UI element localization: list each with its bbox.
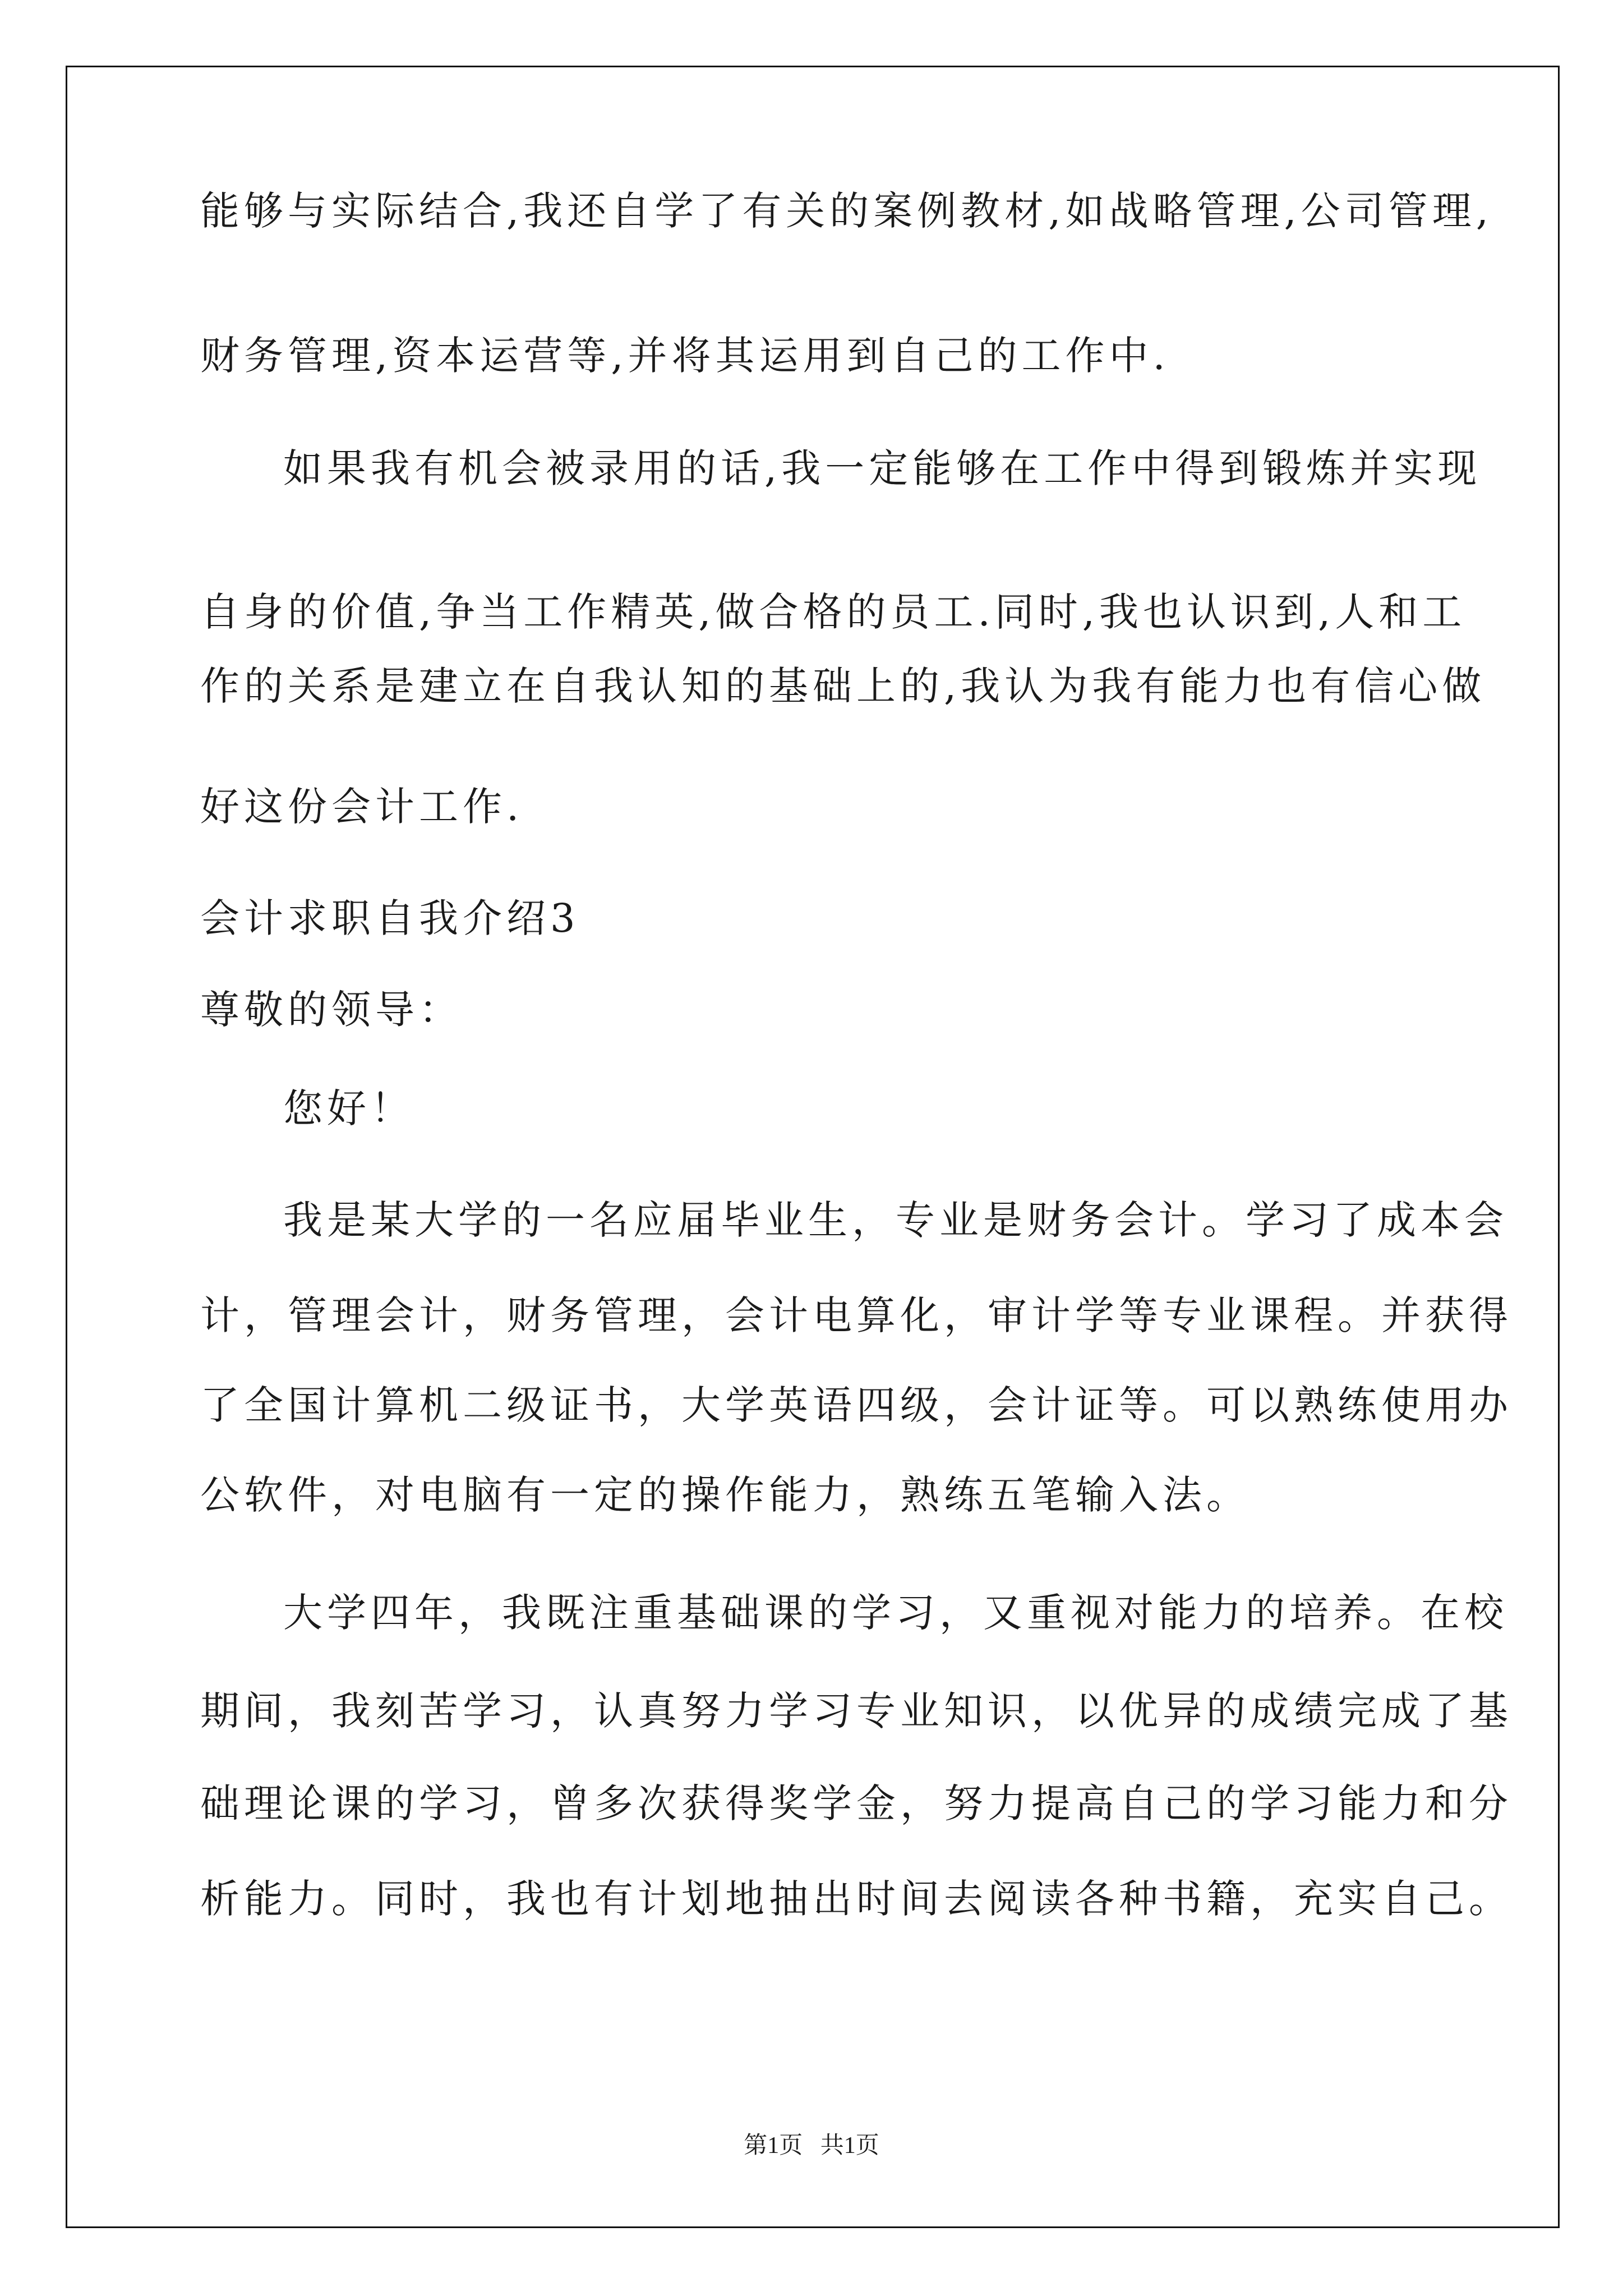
paragraph-line: 我是某大学的一名应届毕业生，专业是财务会计。学习了成本会: [283, 1197, 1508, 1243]
paragraph-line: 期间，我刻苦学习，认真努力学习专业知识，以优异的成绩完成了基: [200, 1688, 1513, 1734]
page-footer: 第1页 共1页: [744, 2133, 879, 2159]
paragraph-line: 好这份会计工作.: [200, 784, 524, 830]
paragraph-line: 作的关系是建立在自我认知的基础上的,我认为我有能力也有信心做: [200, 663, 1486, 709]
paragraph-line: 析能力。同时，我也有计划地抽出时间去阅读各种书籍，充实自己。: [200, 1876, 1513, 1922]
paragraph-line: 了全国计算机二级证书，大学英语四级，会计证等。可以熟练使用办: [200, 1382, 1513, 1428]
paragraph-line: 自身的价值,争当工作精英,做合格的员工.同时,我也认识到,人和工: [200, 589, 1467, 635]
section-heading: 会计求职自我介绍3: [200, 895, 580, 941]
paragraph-line: 财务管理,资本运营等,并将其运用到自己的工作中.: [200, 333, 1170, 379]
paragraph-line: 大学四年，我既注重基础课的学习，又重视对能力的培养。在校: [283, 1590, 1508, 1636]
salutation: 尊敬的领导：: [200, 987, 463, 1033]
paragraph-line: 如果我有机会被录用的话,我一定能够在工作中得到锻炼并实现: [283, 445, 1482, 491]
paragraph-line: 计，管理会计，财务管理，会计电算化，审计学等专业课程。并获得: [200, 1292, 1513, 1338]
paragraph-line: 能够与实际结合,我还自学了有关的案例教材,如战略管理,公司管理,: [200, 188, 1493, 234]
paragraph-line: 公软件，对电脑有一定的操作能力，熟练五笔输入法。: [200, 1472, 1250, 1518]
paragraph-line: 础理论课的学习，曾多次获得奖学金，努力提高自己的学习能力和分: [200, 1780, 1513, 1826]
greeting: 您好！: [283, 1085, 414, 1131]
